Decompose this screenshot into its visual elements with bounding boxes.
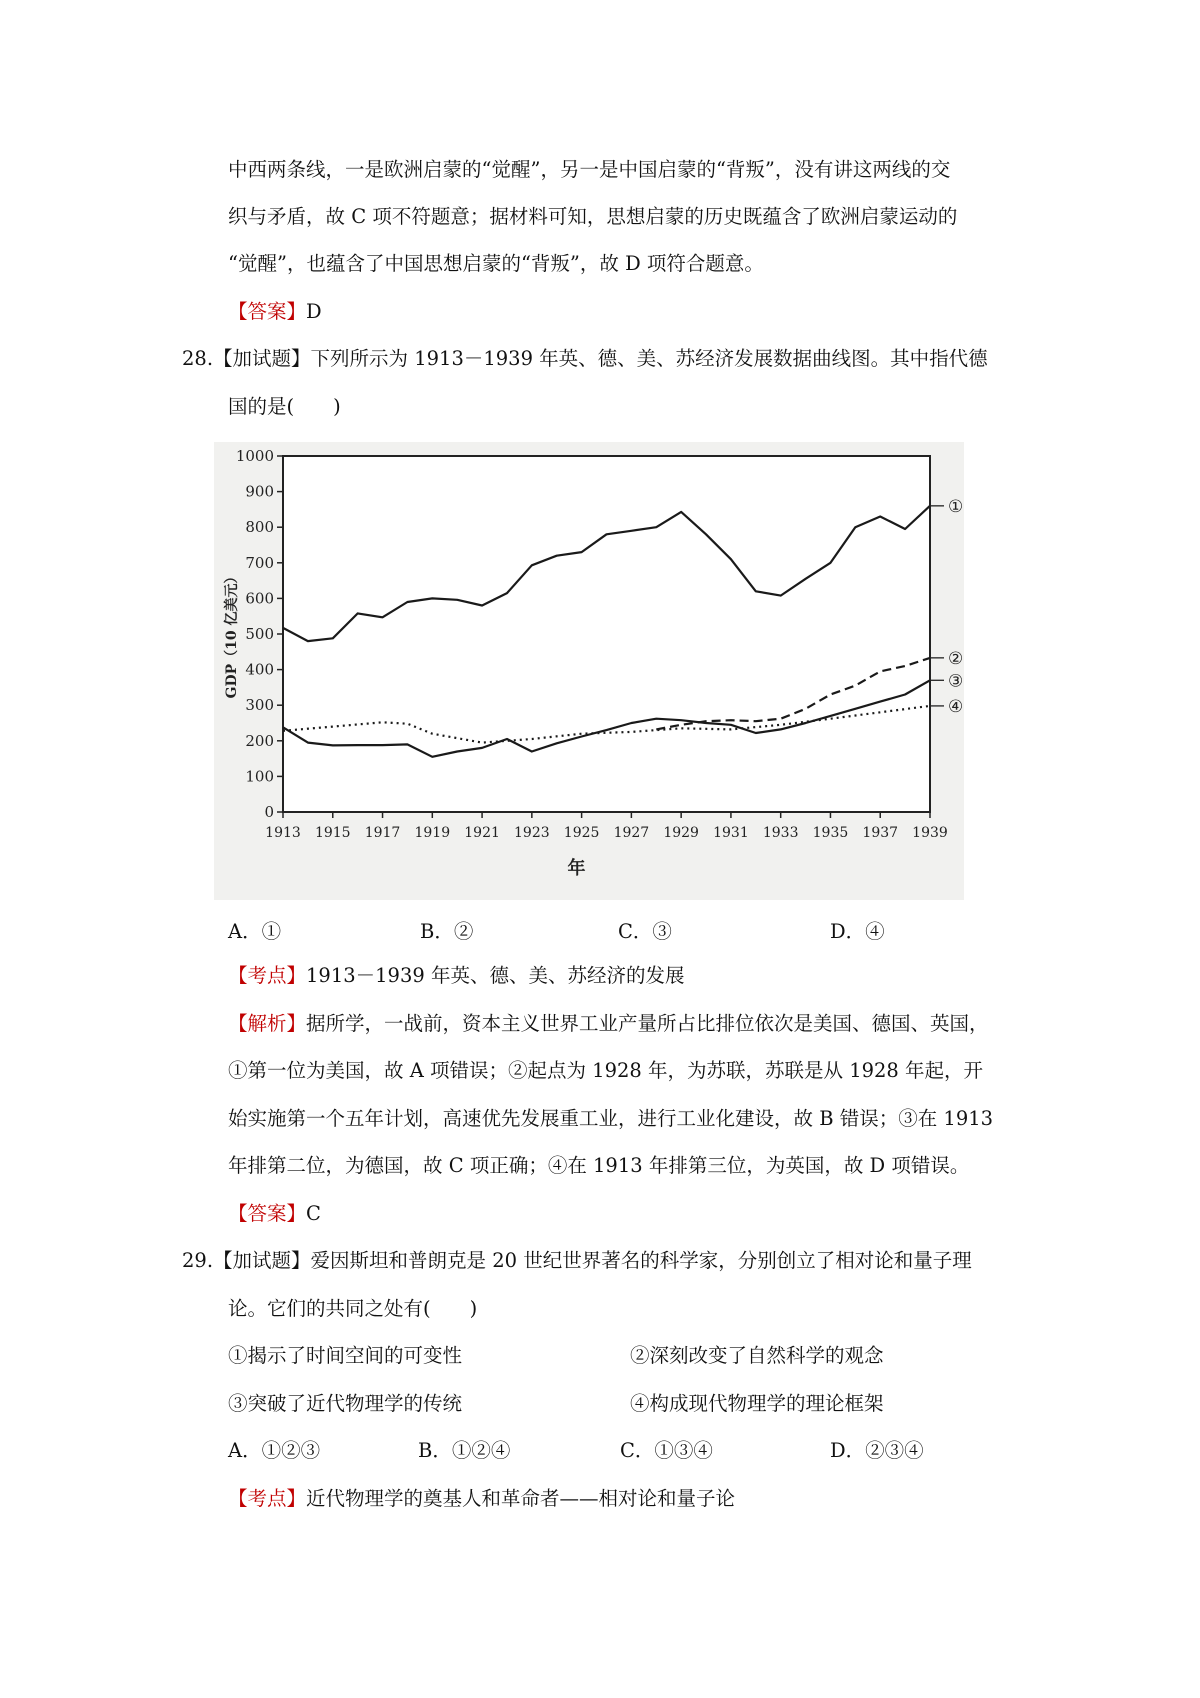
prev-text-line-1: 中西两条线，一是欧洲启蒙的“觉醒”，另一是中国启蒙的“背叛”，没有讲这两线的交	[228, 158, 951, 181]
x-tick-label-1937: 1937	[862, 825, 899, 841]
x-tick-label-1925: 1925	[563, 825, 600, 841]
series-label-2: ②	[948, 648, 964, 669]
q29-option-d[interactable]: D．②③④	[830, 1439, 924, 1462]
x-tick-label-1917: 1917	[364, 825, 401, 841]
y-tick-label-800: 800	[245, 518, 274, 537]
x-tick-label-1919: 1919	[414, 825, 451, 841]
answer-label: 【答案】	[228, 300, 307, 323]
q28-jiexi-line-4: 年排第二位，为德国，故 C 项正确；④在 1913 年排第三位，为英国，故 D 项错误。	[228, 1154, 970, 1177]
q29-option-b[interactable]: B．①②④	[418, 1439, 511, 1462]
q29-stem: 爱因斯坦和普朗克是 20 世纪世界著名的科学家，分别创立了相对论和量子理	[310, 1249, 972, 1272]
q29-number: 29.	[182, 1249, 214, 1272]
q28-title-line-1	[182, 345, 988, 373]
y-axis-label: GDP（10 亿美元）	[224, 569, 240, 699]
q28-tag: 【加试题】	[213, 347, 311, 370]
y-tick-label-300: 300	[245, 696, 274, 715]
q29-title-line-2: 论。它们的共同之处有( )	[228, 1297, 478, 1320]
prev-text-line-2: 织与矛盾，故 C 项不符题意；据材料可知，思想启蒙的历史既蕴含了欧洲启蒙运动的	[228, 205, 958, 228]
q29-statement-1: ①揭示了时间空间的可变性	[228, 1344, 463, 1367]
gdp-chart	[214, 442, 964, 900]
x-tick-label-1939: 1939	[912, 825, 948, 841]
q29-option-a[interactable]: A．①②③	[228, 1439, 321, 1462]
x-tick-label-1913: 1913	[265, 825, 301, 841]
q29-option-c[interactable]: C．①③④	[620, 1439, 713, 1462]
y-tick-label-200: 200	[245, 731, 274, 750]
y-tick-label-600: 600	[245, 589, 274, 608]
q28-jiexi-line-2: ①第一位为美国，故 A 项错误；②起点为 1928 年，为苏联，苏联是从 1928 年起，开	[228, 1059, 984, 1082]
y-tick-label-700: 700	[245, 553, 274, 572]
x-tick-label-1931: 1931	[713, 825, 749, 841]
q29-statement-2: ②深刻改变了自然科学的观念	[630, 1344, 884, 1367]
q28-option-c[interactable]: C．③	[618, 920, 672, 943]
answer-label: 【答案】	[228, 1202, 307, 1225]
q29-tag: 【加试题】	[213, 1249, 311, 1272]
y-tick-label-500: 500	[245, 625, 274, 643]
kaodian-label: 【考点】	[228, 1487, 307, 1510]
q28-option-a[interactable]: A．①	[228, 920, 282, 943]
prev-text-line-3: “觉醒”，也蕴含了中国思想启蒙的“背叛”，故 D 项符合题意。	[228, 252, 764, 275]
y-tick-label-0: 0	[264, 803, 274, 821]
jiexi-text-1: 据所学，一战前，资本主义世界工业产量所占比排位依次是美国、德国、英国，	[306, 1012, 989, 1035]
q28-jiexi-line-3: 始实施第一个五年计划，高速优先发展重工业，进行工业化建设，故 B 错误；③在 1913	[228, 1107, 994, 1130]
q29-statement-4: ④构成现代物理学的理论框架	[630, 1392, 884, 1415]
q28-jiexi-line-1	[228, 1010, 989, 1038]
prev-answer	[228, 298, 322, 326]
q28-title-line-2: 国的是( )	[228, 395, 341, 418]
y-tick-label-400: 400	[245, 660, 274, 679]
series-label-4: ④	[948, 696, 964, 717]
x-tick-label-1921: 1921	[464, 825, 500, 841]
x-tick-label-1915: 1915	[314, 825, 351, 841]
q28-kaodian	[228, 962, 684, 990]
q29-kaodian	[228, 1485, 735, 1513]
answer-value: C	[306, 1202, 321, 1225]
gdp-chart-svg	[214, 442, 964, 900]
kaodian-text: 近代物理学的奠基人和革命者——相对论和量子论	[306, 1487, 736, 1510]
x-tick-label-1933: 1933	[762, 825, 799, 841]
x-tick-label-1927: 1927	[613, 825, 650, 841]
q28-option-d[interactable]: D．④	[830, 920, 885, 943]
jiexi-label: 【解析】	[228, 1012, 307, 1035]
plot-frame	[283, 456, 930, 812]
x-tick-label-1929: 1929	[663, 825, 699, 841]
series-label-1: ①	[948, 496, 964, 517]
answer-value: D	[306, 300, 322, 323]
kaodian-text: 1913－1939 年英、德、美、苏经济的发展	[306, 964, 685, 987]
y-tick-label-900: 900	[245, 482, 274, 501]
q28-option-b[interactable]: B．②	[420, 920, 474, 943]
x-tick-label-1923: 1923	[514, 825, 550, 841]
x-axis-label: 年	[567, 858, 586, 879]
x-tick-label-1935: 1935	[812, 825, 849, 841]
q28-number: 28.	[182, 347, 214, 370]
y-tick-label-1000: 1000	[235, 447, 274, 465]
q28-stem: 下列所示为 1913－1939 年英、德、美、苏经济发展数据曲线图。其中指代德	[310, 347, 988, 370]
q28-answer	[228, 1200, 321, 1228]
y-tick-label-100: 100	[245, 767, 274, 786]
kaodian-label: 【考点】	[228, 964, 307, 987]
q29-title-line-1	[182, 1247, 972, 1275]
q29-statement-3: ③突破了近代物理学的传统	[228, 1392, 463, 1415]
series-label-3: ③	[948, 671, 964, 692]
chart-axes	[277, 456, 930, 818]
